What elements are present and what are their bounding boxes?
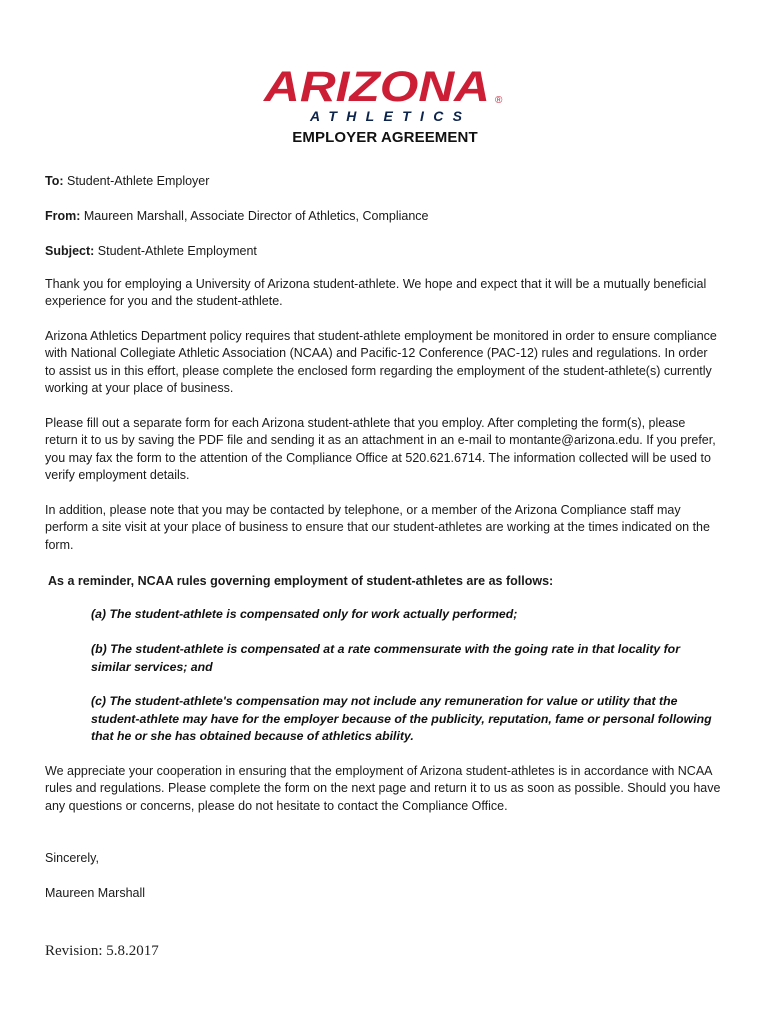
logo-wordmark: ARIZONA <box>262 64 490 111</box>
logo-subtitle: ATHLETICS <box>310 108 462 124</box>
logo-trademark: ® <box>495 95 503 106</box>
arizona-athletics-logo-graphic <box>262 64 510 126</box>
rule-item-a: (a) The student-athlete is compensated only for work actually performed; <box>91 607 518 621</box>
document-title: EMPLOYER AGREEMENT <box>292 129 478 146</box>
memo-subject-line <box>45 243 257 259</box>
rules-reminder: As a reminder, NCAA rules governing employment of student-athletes are as follows: <box>48 574 554 588</box>
memo-from-value: Maureen Marshall, Associate Director of Athletics, Compliance <box>80 209 429 223</box>
paragraph-site-visit: In addition, please note that you may be contacted by telephone, or a member of the Arizona Compliance staff may perform a site visit at your place of business to ensure that our student-athletes are working at the times indicated on the form. <box>45 503 710 552</box>
memo-from-label: From: <box>45 209 81 223</box>
revision-note: Revision: 5.8.2017 <box>45 943 159 959</box>
memo-to-value: Student-Athlete Employer <box>63 174 210 188</box>
paragraph-thanks: Thank you for employing a University of Arizona student-athlete. We hope and expect that it will be a mutually beneficial experience for you and the student-athlete. <box>45 277 707 309</box>
closing-signer: Maureen Marshall <box>45 886 146 900</box>
memo-to-line <box>45 173 209 189</box>
memo-to-label: To: <box>45 174 64 188</box>
memo-from-line <box>45 208 429 224</box>
paragraph-policy: Arizona Athletics Department policy requires that student-athlete employment be monitored in order to ensure compliance with National Collegiate Athletic Association (NCAA) and Pacific-12 Conference (PAC-12) rules and regulations. In order to assist us in this effort, please complete the enclosed form regarding the employment of the student-athlete(s) currently working at your place of business. <box>45 329 717 396</box>
paragraph-appreciation: We appreciate your cooperation in ensuring that the employment of Arizona student-athletes is in accordance with NCAA rules and regulations. Please complete the form on the next page and return it to us as soon as possible. Should you have any questions or concerns, please do not hesitate to contact the Compliance Office. <box>45 764 721 813</box>
closing-sign-off: Sincerely, <box>45 851 99 865</box>
arizona-athletics-logo <box>262 64 510 126</box>
memo-subject-value: Student-Athlete Employment <box>94 244 257 258</box>
paragraph-instructions: Please fill out a separate form for each Arizona student-athlete that you employ. After completing the form(s), please return it to us by saving the PDF file and sending it as an attachment in an e-mail to montante@arizona.edu. If you prefer, you may fax the form to the attention of the Compliance Office at 520.621.6714. The information collected will be used to verify employment details. <box>45 416 716 483</box>
memo-subject-label: Subject: <box>45 244 95 258</box>
rule-item-b: (b) The student-athlete is compensated at a rate commensurate with the going rate in that locality for similar services; and <box>91 642 680 674</box>
rule-item-c: (c) The student-athlete's compensation may not include any remuneration for value or utility that the student-athlete may have for the employer because of the publicity, reputation, fame or personal following that he or she has obtained because of athletics ability. <box>91 694 712 744</box>
